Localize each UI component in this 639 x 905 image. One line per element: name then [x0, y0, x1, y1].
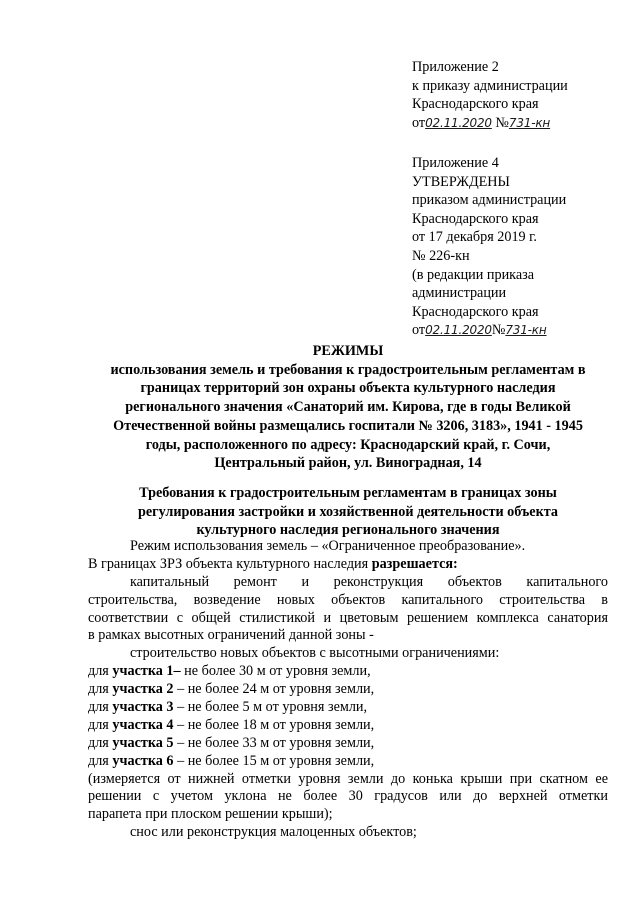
allowed-prefix: В границах ЗРЗ объекта культурного наследия [88, 555, 372, 572]
appendix-4-date-line [412, 321, 566, 340]
paragraph-line: капитальный ремонт и реконструкция объектов капитального [130, 573, 608, 590]
allowed-bold: разрешается: [371, 555, 458, 572]
section-subtitle [88, 484, 608, 540]
appendix-4-line: (в редакции приказа [412, 266, 535, 283]
allowed-heading [88, 556, 608, 574]
plot-label: участка 1– [112, 663, 181, 680]
plot-limit: – не более 33 м от уровня земли, [173, 734, 375, 751]
plot-limit: – не более 5 м от уровня земли, [173, 699, 368, 716]
plot-height-item [88, 699, 608, 717]
plot-pre: для [88, 663, 113, 680]
appendix-4-date: от 17 декабря 2019 г. [412, 229, 537, 246]
plot-pre: для [88, 716, 113, 733]
plot-pre: для [88, 699, 113, 716]
number-sign: № [491, 322, 506, 339]
plot-label: участка 2 [112, 681, 174, 698]
paragraph-line: соответствии с общей стилистикой и цветовым решением комплекса санатория [88, 609, 608, 626]
approved-label: УТВЕРЖДЕНЫ [412, 173, 510, 190]
appendix-2-block [412, 58, 568, 132]
land-use-mode: Режим использования земель – «Ограниченное преобразование». [130, 538, 526, 554]
plot-pre: для [88, 752, 113, 769]
appendix-2-date-line [412, 114, 568, 133]
title-heading: РЕЖИМЫ [312, 343, 384, 359]
plot-limit: не более 30 м от уровня земли, [180, 663, 371, 680]
plot-label: участка 6 [112, 752, 174, 769]
document-title [88, 342, 608, 473]
appendix-2-line: к приказу администрации [412, 77, 568, 94]
plot-label: участка 3 [112, 699, 174, 716]
title-line: годы, расположенного по адресу: Краснодарский край, г. Сочи, [145, 436, 551, 453]
plot-label: участка 5 [112, 734, 174, 751]
plot-limit: – не более 18 м от уровня земли, [173, 716, 375, 733]
subtitle-line: культурного наследия регионального значения [196, 522, 500, 539]
plot-label: участка 4 [112, 716, 174, 733]
measurement-note-line: решении с учетом уклона не более 30 градусов или до верхней отметки [88, 788, 608, 805]
appendix-4-line: приказом администрации [412, 192, 567, 209]
plot-height-item [88, 663, 608, 681]
measurement-note-line: парапета при плоском решении крыши); [88, 806, 333, 823]
plot-limit: – не более 24 м от уровня земли, [173, 681, 375, 698]
date-prefix: от [412, 114, 426, 131]
appendix-4-title: Приложение 4 [412, 155, 499, 171]
subtitle-line: регулирования застройки и хозяйственной деятельности объекта [137, 503, 558, 520]
handwritten-date: 02.11.2020 [425, 115, 492, 130]
title-line: регионального значения «Санаторий им. Кирова, где в годы Великой [125, 399, 571, 416]
height-limits-intro: строительство новых объектов с высотными ограничениями: [130, 645, 500, 662]
appendix-2-line: Краснодарского края [412, 96, 539, 113]
appendix-4-block [412, 154, 566, 340]
handwritten-number: 731-кн [508, 115, 551, 130]
title-line: Отечественной войны размещались госпитали № 3206, 3183», 1941 - 1945 [113, 417, 583, 434]
paragraph-line: в рамках высотных ограничений данной зоны - [88, 627, 374, 644]
plot-height-item [88, 735, 608, 753]
appendix-4-number: № 226-кн [412, 247, 470, 264]
title-line: границах территорий зон охраны объекта культурного наследия [140, 380, 556, 397]
plot-pre: для [88, 734, 113, 751]
appendix-4-line: администрации [412, 285, 507, 302]
handwritten-date: 02.11.2020 [425, 323, 492, 338]
plot-limit: – не более 15 м от уровня земли, [173, 752, 375, 769]
appendix-4-line: Краснодарского края [412, 303, 539, 320]
plot-height-item [88, 681, 608, 699]
title-line: использования земель и требования к градостроительным регламентам в [110, 361, 586, 378]
plot-height-item [88, 753, 608, 771]
measurement-note-line: (измеряется от нижней отметки уровня земли до конька крыши при скатном ее [88, 770, 608, 787]
plot-pre: для [88, 681, 113, 698]
handwritten-number: 731-кн [505, 323, 547, 338]
appendix-2-title: Приложение 2 [412, 59, 499, 75]
title-line: Центральный район, ул. Виноградная, 14 [214, 455, 482, 472]
document-body [88, 538, 608, 842]
date-prefix: от [412, 322, 426, 339]
demolition-paragraph: снос или реконструкция малоценных объектов; [130, 824, 417, 841]
appendix-4-line: Краснодарского края [412, 210, 539, 227]
plot-height-item [88, 717, 608, 735]
paragraph-line: строительства, возведение новых объектов капитального строительства в [88, 591, 608, 608]
number-sign: № [495, 114, 509, 131]
subtitle-line: Требования к градостроительным регламентам в границах зоны [139, 485, 557, 501]
